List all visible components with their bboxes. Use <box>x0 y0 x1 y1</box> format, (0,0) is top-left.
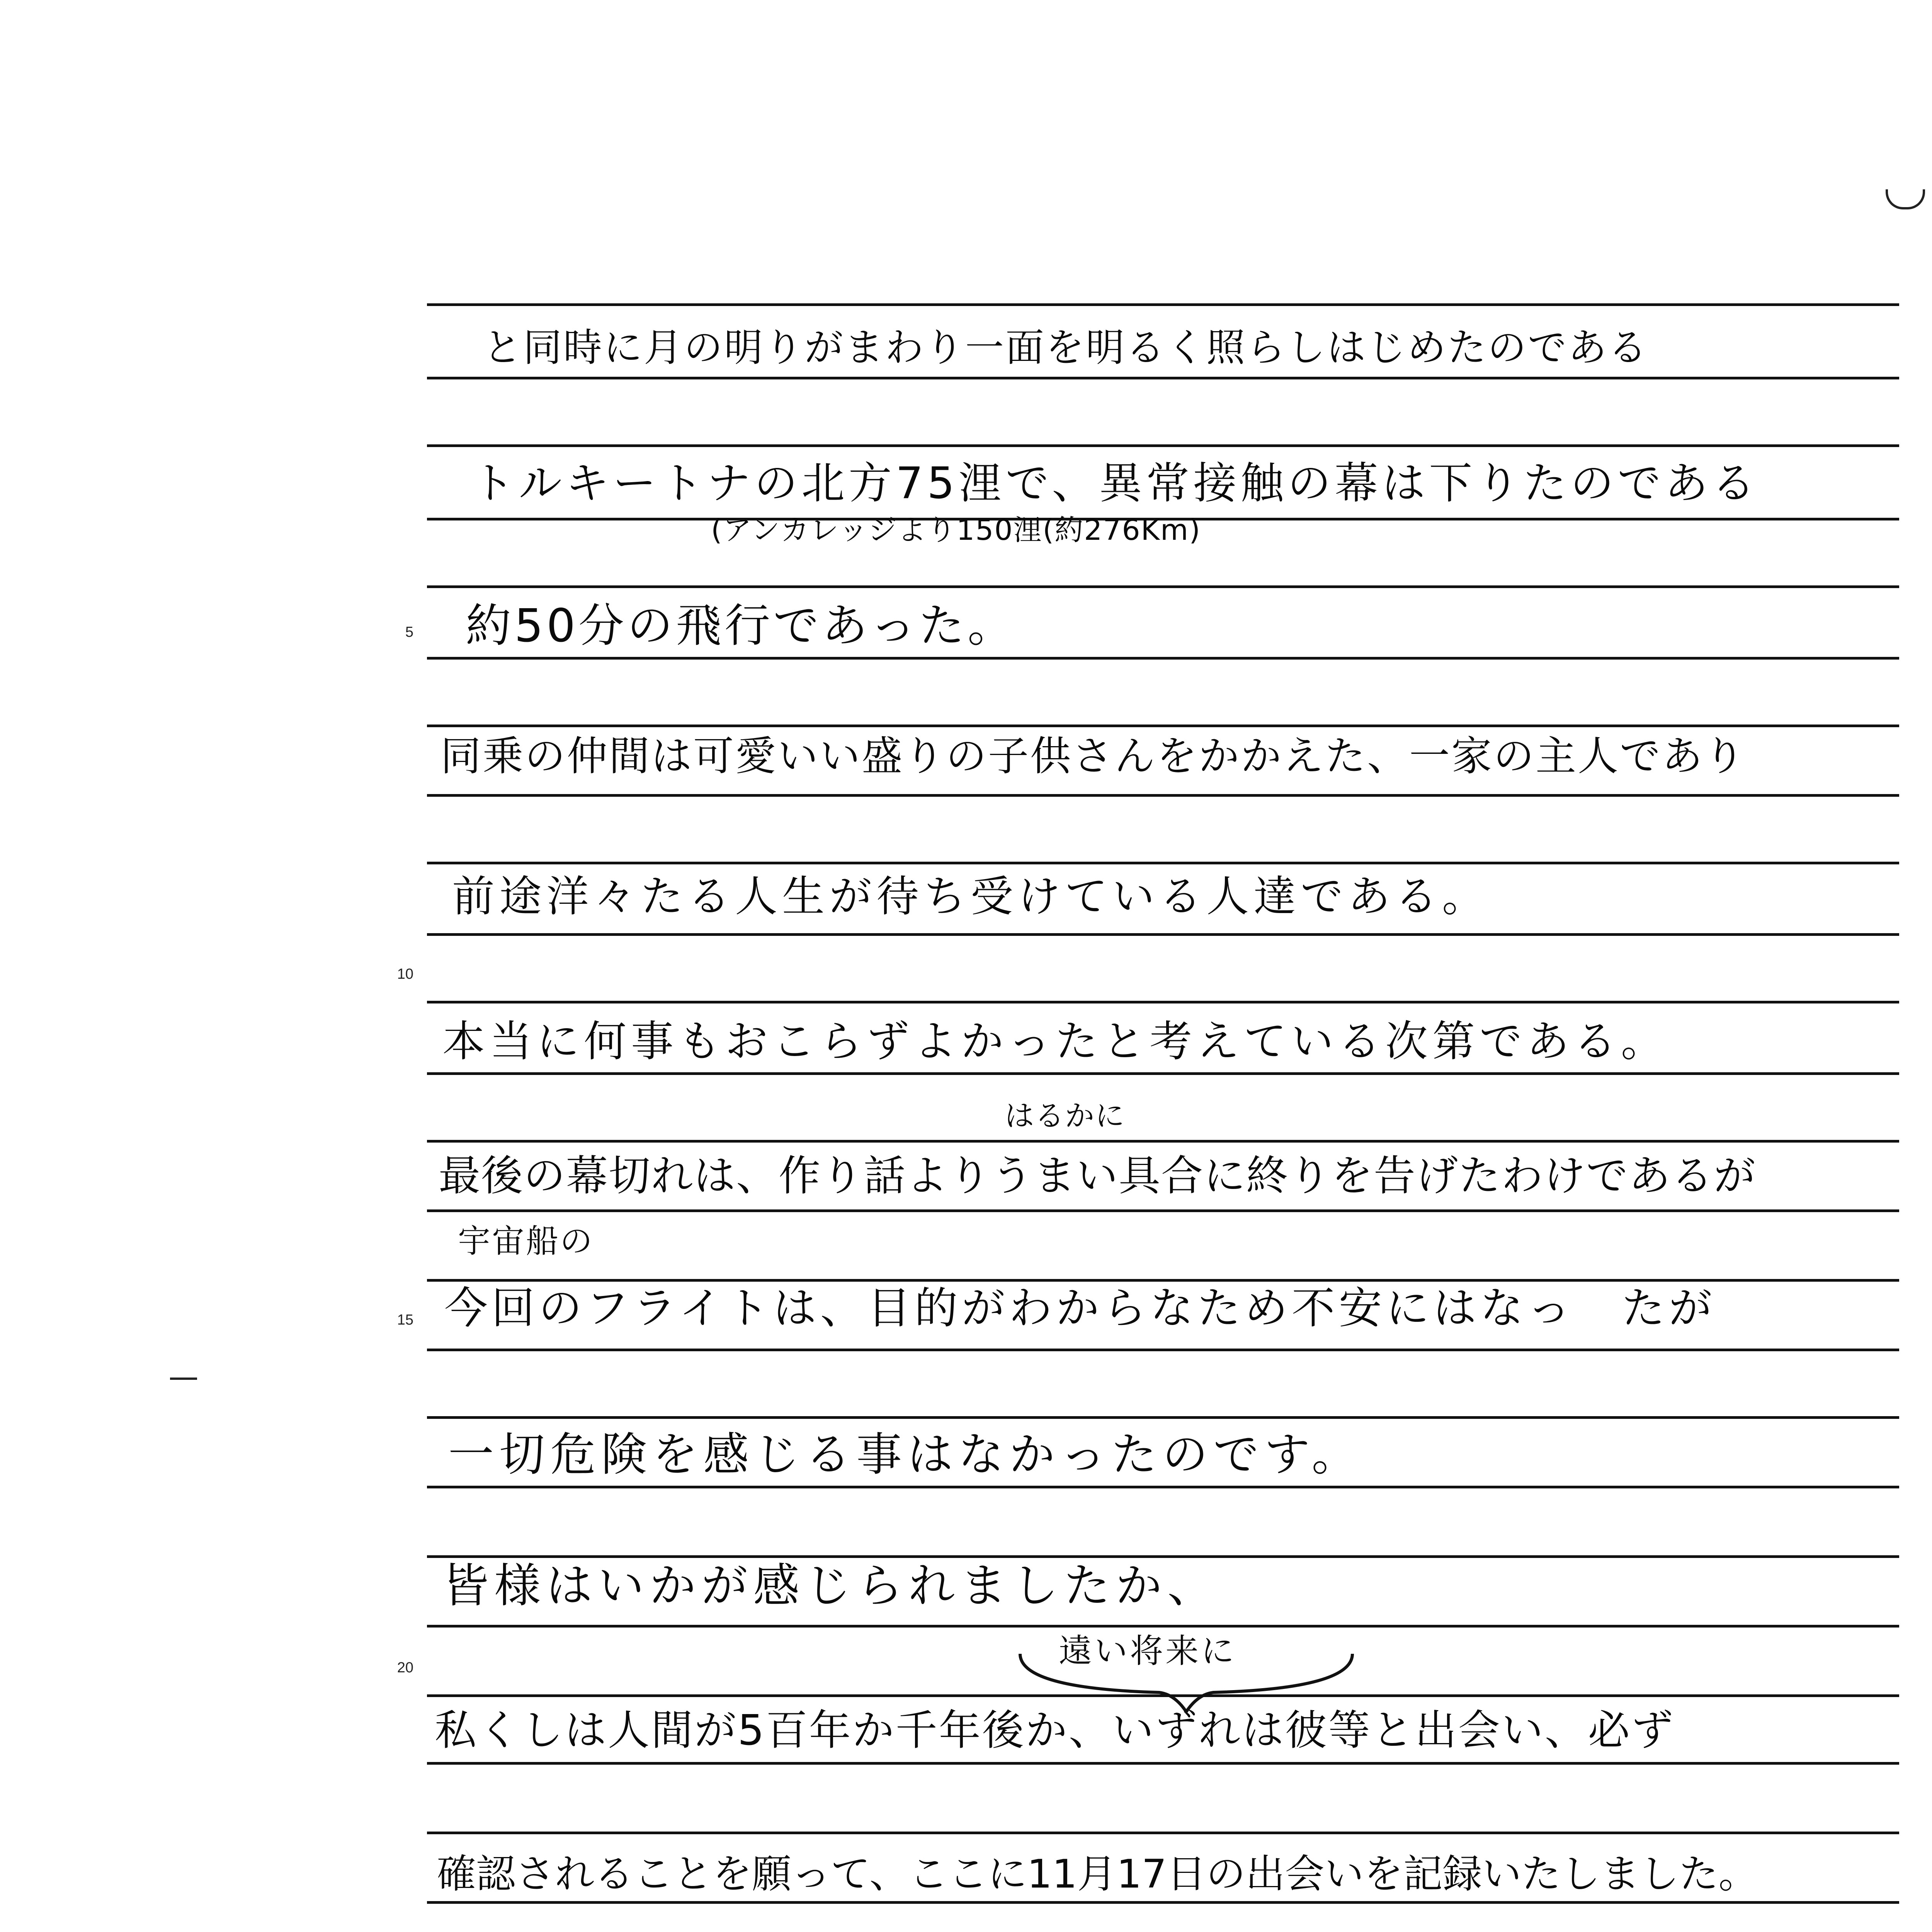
handwritten-line: 皆様はいかが感じられましたか、 <box>442 1559 1219 1613</box>
ruled-line <box>427 933 1899 936</box>
ruled-line <box>427 1140 1899 1143</box>
annotation-far-better: はるかに <box>1005 1099 1125 1133</box>
insertion-brace <box>1012 1638 1360 1716</box>
annotation-distant-future: 遠い将来に <box>1059 1632 1236 1670</box>
ruled-line <box>427 303 1899 306</box>
ruled-line <box>427 862 1899 864</box>
ruled-line <box>427 657 1899 660</box>
ruled-line <box>427 377 1899 379</box>
ruled-line <box>427 794 1899 797</box>
ruled-line <box>427 1625 1899 1628</box>
handwritten-line: 本当に何事もおこらずよかったと考えている次第である。 <box>442 1017 1668 1066</box>
ruled-line <box>427 585 1899 588</box>
ruled-line <box>427 1486 1899 1488</box>
corner-ink-mark <box>1886 189 1925 209</box>
handwritten-line: 同乗の仲間は可愛いい盛りの子供さんをかかえた、一家の主人であり <box>440 733 1747 780</box>
line-number: 5 <box>405 624 413 640</box>
ruled-line <box>427 1349 1899 1351</box>
line-number: 10 <box>397 966 413 982</box>
handwritten-line: 確認されることを願って、ここに11月17日の出会いを記録いたしました。 <box>437 1851 1758 1897</box>
annotation-distance: (アンカレッジより150浬(約276Km) <box>711 514 1201 547</box>
ruled-line <box>427 1209 1899 1212</box>
ruled-line <box>427 1832 1899 1834</box>
handwritten-line: トルキートナの北方75浬で、異常接触の幕は下りたのである <box>471 458 1759 509</box>
ruled-line <box>427 1901 1899 1904</box>
handwritten-line: 一切危険を感じる事はなかったのです。 <box>448 1428 1363 1481</box>
handwritten-line: 最後の幕切れは、作り話よりうまい具合に終りを告げたわけであるが <box>439 1152 1757 1200</box>
line-number: 20 <box>397 1660 413 1676</box>
handwritten-line: と同時に月の明りがまわり一面を明るく照らしはじめたのである <box>483 325 1648 370</box>
handwritten-line: 私くしは人間が5百年か千年後か、いずれは彼等と出会い、必ず <box>435 1706 1675 1755</box>
ruled-line <box>427 1555 1899 1558</box>
ruled-line <box>427 1072 1899 1075</box>
ruled-line <box>427 444 1899 447</box>
ruled-line <box>427 1416 1899 1419</box>
ruled-line <box>427 1279 1899 1282</box>
handwritten-line: 約50分の飛行であった。 <box>466 599 1016 652</box>
left-margin-mark <box>170 1378 197 1380</box>
handwritten-line: 今回のフライトは、目的がわからなため不安にはなっ たが <box>444 1283 1716 1333</box>
handwritten-line: 前途洋々たる人生が待ち受けている人達である。 <box>452 872 1489 921</box>
ruled-line <box>427 724 1899 727</box>
line-number: 15 <box>397 1312 413 1328</box>
ruled-line <box>427 1001 1899 1003</box>
ruled-line <box>427 1762 1899 1765</box>
annotation-spaceship: 宇宙船の <box>458 1222 594 1260</box>
